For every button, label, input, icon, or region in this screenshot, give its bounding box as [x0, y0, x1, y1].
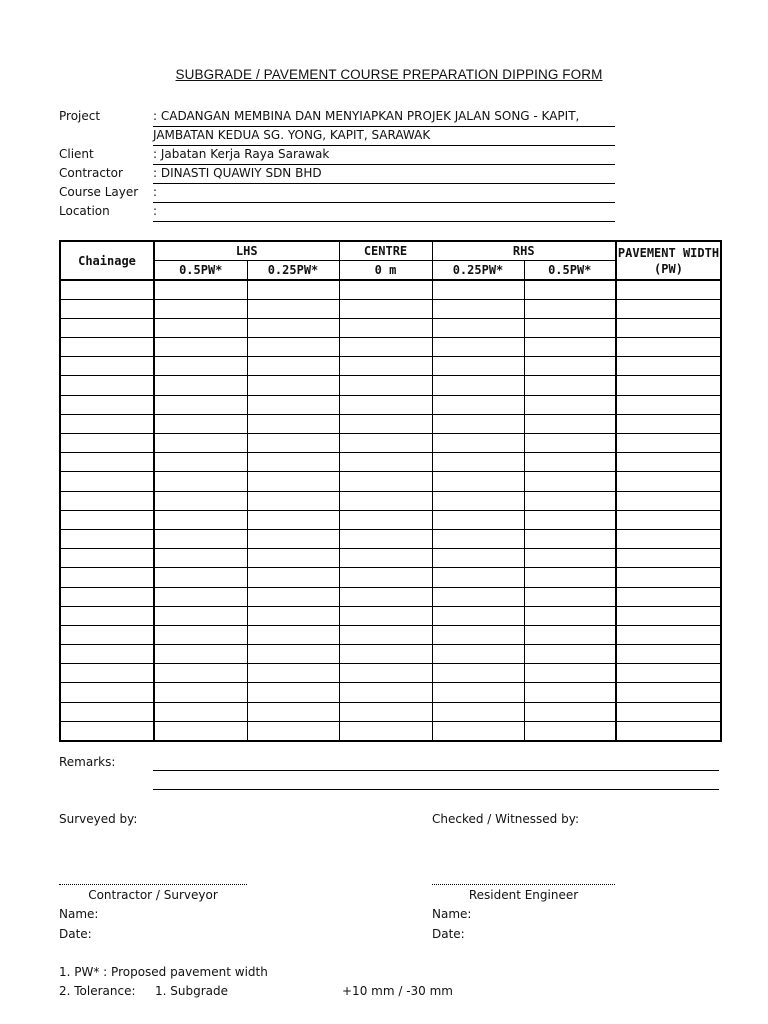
table-cell[interactable] [154, 318, 247, 337]
table-cell[interactable] [616, 510, 721, 529]
table-cell[interactable] [432, 664, 524, 683]
table-cell[interactable] [524, 683, 616, 702]
table-cell[interactable] [154, 587, 247, 606]
table-cell[interactable] [247, 702, 339, 721]
table-cell[interactable] [432, 645, 524, 664]
table-cell[interactable] [154, 414, 247, 433]
table-row [60, 625, 721, 644]
table-cell[interactable] [60, 434, 154, 453]
note-1: 1. PW* : Proposed pavement width [59, 965, 268, 979]
table-cell[interactable] [339, 395, 432, 414]
table-row [60, 568, 721, 587]
table-cell[interactable] [432, 587, 524, 606]
table-row [60, 472, 721, 491]
note-2-value: +10 mm / -30 mm [342, 984, 453, 998]
table-cell[interactable] [339, 549, 432, 568]
table-cell[interactable] [247, 357, 339, 376]
table-cell[interactable] [616, 472, 721, 491]
table-cell[interactable] [247, 280, 339, 299]
table-cell[interactable] [432, 299, 524, 318]
table-cell[interactable] [524, 299, 616, 318]
table-cell[interactable] [154, 338, 247, 357]
table-cell[interactable] [154, 376, 247, 395]
table-cell[interactable] [60, 683, 154, 702]
course-layer-label: Course Layer [59, 185, 139, 199]
client-value: : Jabatan Kerja Raya Sarawak [153, 146, 615, 165]
table-cell[interactable] [616, 299, 721, 318]
table-cell[interactable] [154, 625, 247, 644]
table-row [60, 299, 721, 318]
table-cell[interactable] [60, 453, 154, 472]
table-cell[interactable] [339, 318, 432, 337]
table-cell[interactable] [247, 510, 339, 529]
table-cell[interactable] [616, 376, 721, 395]
contractor-label: Contractor [59, 166, 123, 180]
table-cell[interactable] [524, 549, 616, 568]
table-cell[interactable] [432, 549, 524, 568]
table-cell[interactable] [60, 395, 154, 414]
table-cell[interactable] [154, 510, 247, 529]
table-row [60, 280, 721, 299]
table-row [60, 587, 721, 606]
table-row [60, 721, 721, 740]
table-cell[interactable] [524, 645, 616, 664]
rhs-0.5pw-header: 0.5PW* [524, 260, 616, 280]
table-cell[interactable] [524, 625, 616, 644]
table-cell[interactable] [247, 683, 339, 702]
table-cell[interactable] [432, 453, 524, 472]
table-row [60, 702, 721, 721]
table-cell[interactable] [432, 510, 524, 529]
table-cell[interactable] [432, 568, 524, 587]
surveyed-by-label: Surveyed by: [59, 812, 138, 826]
table-cell[interactable] [247, 299, 339, 318]
table-row [60, 434, 721, 453]
table-cell[interactable] [524, 702, 616, 721]
table-cell[interactable] [524, 721, 616, 740]
table-cell[interactable] [616, 568, 721, 587]
table-cell[interactable] [432, 414, 524, 433]
table-cell[interactable] [524, 318, 616, 337]
table-cell[interactable] [247, 395, 339, 414]
table-cell[interactable] [60, 664, 154, 683]
table-cell[interactable] [154, 529, 247, 548]
table-cell[interactable] [60, 549, 154, 568]
table-cell[interactable] [339, 606, 432, 625]
table-row [60, 683, 721, 702]
table-cell[interactable] [60, 318, 154, 337]
table-cell[interactable] [432, 625, 524, 644]
table-cell[interactable] [339, 280, 432, 299]
table-cell[interactable] [524, 472, 616, 491]
table-cell[interactable] [60, 625, 154, 644]
table-row [60, 453, 721, 472]
table-cell[interactable] [339, 721, 432, 740]
table-cell[interactable] [616, 357, 721, 376]
table-cell[interactable] [60, 645, 154, 664]
table-cell[interactable] [247, 606, 339, 625]
table-cell[interactable] [247, 529, 339, 548]
course-layer-value: : [153, 184, 615, 203]
table-cell[interactable] [247, 625, 339, 644]
table-cell[interactable] [247, 453, 339, 472]
table-cell[interactable] [616, 606, 721, 625]
project-value-line1: : CADANGAN MEMBINA DAN MENYIAPKAN PROJEK JALAN SONG - KAPIT, [153, 108, 615, 127]
table-cell[interactable] [524, 338, 616, 357]
table-cell[interactable] [616, 280, 721, 299]
table-cell[interactable] [247, 721, 339, 740]
table-cell[interactable] [339, 587, 432, 606]
table-cell[interactable] [154, 280, 247, 299]
table-cell[interactable] [524, 491, 616, 510]
contractor-role: Contractor / Surveyor [88, 888, 218, 902]
engineer-role: Resident Engineer [468, 888, 579, 902]
table-cell[interactable] [616, 664, 721, 683]
table-cell[interactable] [339, 434, 432, 453]
table-cell[interactable] [247, 568, 339, 587]
table-cell[interactable] [154, 434, 247, 453]
table-cell[interactable] [339, 472, 432, 491]
table-cell[interactable] [60, 587, 154, 606]
table-cell[interactable] [339, 453, 432, 472]
table-row [60, 338, 721, 357]
table-cell[interactable] [60, 606, 154, 625]
table-cell[interactable] [60, 414, 154, 433]
table-cell[interactable] [154, 357, 247, 376]
table-row [60, 645, 721, 664]
table-cell[interactable] [432, 280, 524, 299]
note-2-item: 1. Subgrade [155, 984, 229, 998]
table-cell[interactable] [432, 357, 524, 376]
table-cell[interactable] [339, 414, 432, 433]
table-cell[interactable] [154, 549, 247, 568]
centre-header: CENTRE [339, 241, 432, 260]
contractor-name-label: Name: [59, 907, 99, 921]
note-2-prefix: 2. Tolerance: [59, 984, 136, 998]
remarks-line-2[interactable] [153, 789, 719, 790]
table-cell[interactable] [616, 625, 721, 644]
table-cell[interactable] [432, 434, 524, 453]
table-cell[interactable] [339, 664, 432, 683]
table-cell[interactable] [247, 414, 339, 433]
table-cell[interactable] [60, 702, 154, 721]
table-cell[interactable] [339, 645, 432, 664]
table-cell[interactable] [616, 453, 721, 472]
table-row [60, 357, 721, 376]
table-cell[interactable] [616, 491, 721, 510]
table-cell[interactable] [339, 683, 432, 702]
table-cell[interactable] [432, 318, 524, 337]
table-row [60, 491, 721, 510]
table-cell[interactable] [247, 491, 339, 510]
table-cell[interactable] [616, 434, 721, 453]
table-cell[interactable] [616, 702, 721, 721]
table-row [60, 664, 721, 683]
table-cell[interactable] [616, 395, 721, 414]
table-cell[interactable] [616, 318, 721, 337]
table-cell[interactable] [154, 472, 247, 491]
table-cell[interactable] [60, 299, 154, 318]
table-cell[interactable] [524, 664, 616, 683]
table-cell[interactable] [524, 510, 616, 529]
location-value: : [153, 203, 615, 222]
table-cell[interactable] [154, 606, 247, 625]
table-cell[interactable] [524, 414, 616, 433]
table-cell[interactable] [154, 645, 247, 664]
chainage-header: Chainage [60, 241, 154, 280]
table-cell[interactable] [339, 357, 432, 376]
table-row [60, 414, 721, 433]
engineer-date-label: Date: [432, 927, 465, 941]
table-row [60, 318, 721, 337]
table-cell[interactable] [247, 549, 339, 568]
table-cell[interactable] [616, 683, 721, 702]
table-cell[interactable] [524, 606, 616, 625]
table-cell[interactable] [524, 529, 616, 548]
table-cell[interactable] [154, 721, 247, 740]
table-cell[interactable] [616, 549, 721, 568]
contractor-signature-line[interactable] [59, 884, 247, 885]
table-cell[interactable] [524, 357, 616, 376]
table-cell[interactable] [339, 529, 432, 548]
table-cell[interactable] [60, 376, 154, 395]
table-cell[interactable] [524, 280, 616, 299]
table-cell[interactable] [60, 338, 154, 357]
table-cell[interactable] [524, 376, 616, 395]
table-cell[interactable] [432, 472, 524, 491]
table-cell[interactable] [616, 338, 721, 357]
table-cell[interactable] [432, 376, 524, 395]
table-cell[interactable] [432, 721, 524, 740]
table-row [60, 549, 721, 568]
table-row [60, 510, 721, 529]
table-cell[interactable] [339, 376, 432, 395]
table-cell[interactable] [524, 587, 616, 606]
table-cell[interactable] [60, 568, 154, 587]
project-value-line2: JAMBATAN KEDUA SG. YONG, KAPIT, SARAWAK [153, 127, 615, 146]
form-title: SUBGRADE / PAVEMENT COURSE PREPARATION DIPPING FORM [175, 67, 603, 82]
table-row [60, 395, 721, 414]
table-cell[interactable] [339, 702, 432, 721]
table-cell[interactable] [60, 280, 154, 299]
table-cell[interactable] [524, 568, 616, 587]
checked-by-label: Checked / Witnessed by: [432, 812, 579, 826]
table-cell[interactable] [432, 338, 524, 357]
lhs-header: LHS [154, 241, 339, 260]
engineer-name-label: Name: [432, 907, 472, 921]
table-cell[interactable] [154, 453, 247, 472]
table-cell[interactable] [524, 434, 616, 453]
table-cell[interactable] [154, 299, 247, 318]
table-cell[interactable] [154, 702, 247, 721]
table-cell[interactable] [616, 529, 721, 548]
table-cell[interactable] [247, 587, 339, 606]
table-cell[interactable] [154, 568, 247, 587]
rhs-0.25pw-header: 0.25PW* [432, 260, 524, 280]
table-row [60, 376, 721, 395]
table-cell[interactable] [247, 376, 339, 395]
table-cell[interactable] [247, 338, 339, 357]
table-cell[interactable] [60, 510, 154, 529]
table-cell[interactable] [60, 529, 154, 548]
table-cell[interactable] [60, 491, 154, 510]
table-cell[interactable] [616, 587, 721, 606]
lhs-0.5pw-header: 0.5PW* [154, 260, 247, 280]
table-cell[interactable] [432, 491, 524, 510]
dipping-table [59, 240, 722, 742]
table-cell[interactable] [339, 299, 432, 318]
table-cell[interactable] [616, 645, 721, 664]
contractor-date-label: Date: [59, 927, 92, 941]
table-cell[interactable] [432, 529, 524, 548]
client-label: Client [59, 147, 94, 161]
table-cell[interactable] [432, 702, 524, 721]
table-cell[interactable] [339, 510, 432, 529]
engineer-signature-line[interactable] [432, 884, 615, 885]
table-cell[interactable] [60, 357, 154, 376]
table-cell[interactable] [247, 434, 339, 453]
table-cell[interactable] [432, 395, 524, 414]
project-label: Project [59, 109, 101, 123]
table-cell[interactable] [339, 338, 432, 357]
table-cell[interactable] [432, 606, 524, 625]
lhs-0.25pw-header: 0.25PW* [247, 260, 339, 280]
remarks-label: Remarks: [59, 755, 116, 769]
table-cell[interactable] [154, 683, 247, 702]
location-label: Location [59, 204, 110, 218]
table-cell[interactable] [154, 664, 247, 683]
table-cell[interactable] [432, 683, 524, 702]
table-row [60, 529, 721, 548]
table-cell[interactable] [524, 395, 616, 414]
table-cell[interactable] [247, 664, 339, 683]
table-cell[interactable] [154, 395, 247, 414]
table-cell[interactable] [616, 721, 721, 740]
table-cell[interactable] [339, 568, 432, 587]
table-cell[interactable] [60, 472, 154, 491]
centre-0m-header: 0 m [339, 260, 432, 280]
table-cell[interactable] [247, 645, 339, 664]
table-cell[interactable] [154, 491, 247, 510]
table-cell[interactable] [247, 472, 339, 491]
table-cell[interactable] [616, 414, 721, 433]
rhs-header: RHS [432, 241, 616, 260]
pavement-width-header: PAVEMENT WIDTH (PW) [616, 241, 721, 280]
table-cell[interactable] [60, 721, 154, 740]
table-cell[interactable] [339, 491, 432, 510]
remarks-line-1[interactable] [153, 770, 719, 771]
table-cell[interactable] [524, 453, 616, 472]
table-cell[interactable] [247, 318, 339, 337]
contractor-value: : DINASTI QUAWIY SDN BHD [153, 165, 615, 184]
table-cell[interactable] [339, 625, 432, 644]
table-row [60, 606, 721, 625]
